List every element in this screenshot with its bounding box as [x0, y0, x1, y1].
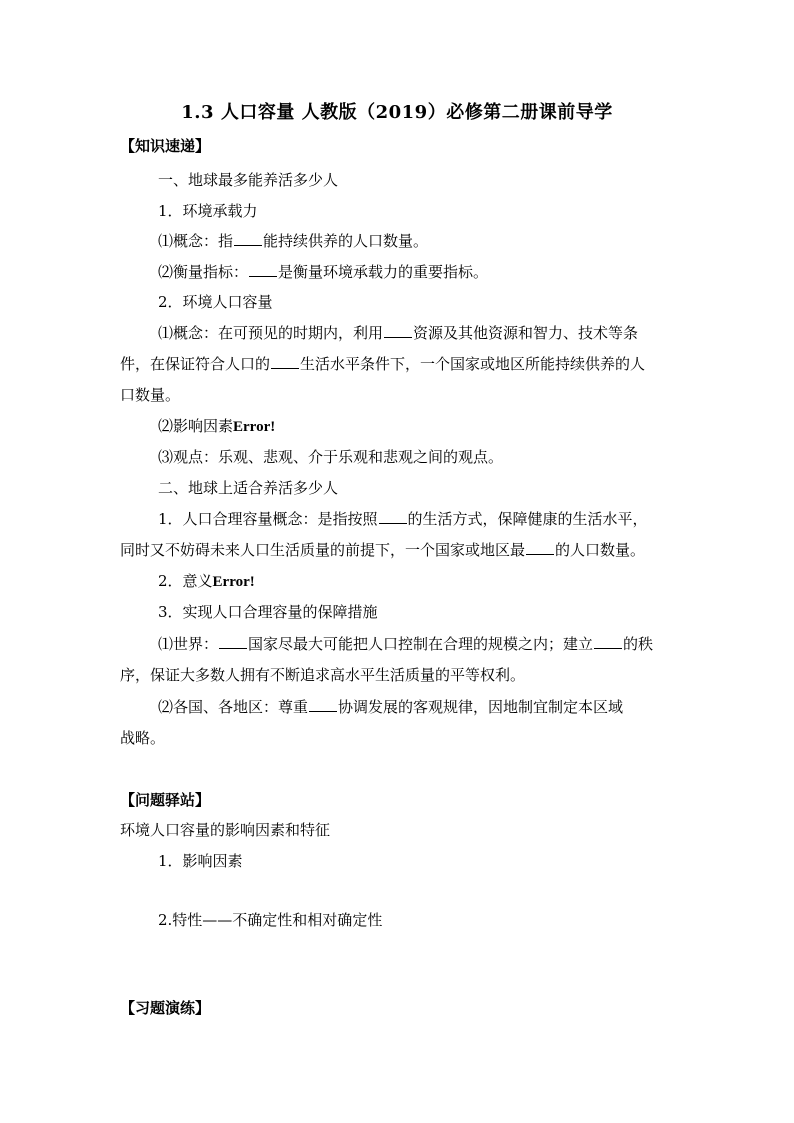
text-fragment: 同时又不妨碍未来人口生活质量的前提下，一个国家或地区最 [120, 541, 526, 559]
fill-blank[interactable] [526, 541, 554, 555]
item-env-capacity: 1．环境承载力 [158, 202, 258, 220]
text-fragment: ⑵各国、各地区：尊重 [158, 698, 309, 716]
text-fragment: ⑵影响因素 [158, 417, 234, 435]
section-knowledge-heading: 【知识速递】 [120, 137, 211, 155]
page-title: 1.3 人口容量 人教版（2019）必修第二册课前导学 [181, 102, 613, 123]
text-fragment: 国家尽最大可能把人口控制在合理的规模之内；建立 [248, 635, 594, 653]
item-env-measure [158, 262, 488, 282]
text-fragment: 的秩 [623, 635, 654, 653]
text-fragment: 生活水平条件下，一个国家或地区所能持续供养的人 [300, 355, 646, 373]
fill-blank[interactable] [234, 232, 262, 246]
item-pop-concept-line1 [158, 323, 638, 343]
text-fragment: 的生活方式，保障健康的生活水平， [407, 510, 648, 528]
text-fragment: ⑴概念：在可预见的时期内，利用 [158, 324, 384, 342]
item-region-line1 [158, 697, 623, 717]
item-pop-concept-line3: 口数量。 [120, 386, 181, 404]
text-fragment: 资源及其他资源和智力、技术等条 [413, 324, 639, 342]
text-fragment: 1．人口合理容量概念：是指按照 [158, 510, 378, 528]
fill-blank[interactable] [271, 355, 299, 369]
item-pop-concept-line2 [120, 354, 645, 374]
item-pop-views: ⑶观点：乐观、悲观、介于乐观和悲观之间的观点。 [158, 448, 504, 466]
item-pop-factors [158, 416, 275, 437]
fill-blank[interactable] [219, 635, 247, 649]
heading-one: 一、地球最多能养活多少人 [158, 171, 339, 189]
question-item-one: 1．影响因素 [158, 852, 243, 870]
text-fragment: ⑵衡量指标： [158, 263, 249, 281]
fill-blank[interactable] [384, 324, 412, 338]
text-fragment: 件，在保证符合人口的 [120, 355, 271, 373]
error-field: Error! [233, 419, 276, 435]
text-fragment: ⑴世界： [158, 635, 219, 653]
heading-two: 二、地球上适合养活多少人 [158, 479, 339, 497]
item-world-line2: 序，保证大多数人拥有不断追求高水平生活质量的平等权利。 [120, 666, 526, 684]
text-fragment: ⑴概念：指 [158, 232, 234, 250]
item-pop-capacity: 2．环境人口容量 [158, 293, 273, 311]
fill-blank[interactable] [309, 698, 337, 712]
item-region-line2: 战略。 [120, 729, 166, 747]
question-item-two: 2.特性——不确定性和相对确定性 [158, 911, 383, 929]
text-fragment: 的人口数量。 [555, 541, 646, 559]
error-field: Error! [212, 574, 255, 590]
item-reasonable-concept-line1 [158, 509, 648, 529]
fill-blank[interactable] [249, 263, 277, 277]
text-fragment: 是衡量环境承载力的重要指标。 [278, 263, 489, 281]
section-questions-heading: 【问题驿站】 [120, 791, 211, 809]
text-fragment: 协调发展的客观规律，因地制宜制定本区域 [338, 698, 624, 716]
item-reasonable-concept-line2 [120, 540, 645, 560]
section-practice-heading: 【习题演练】 [120, 999, 211, 1017]
item-measures: 3．实现人口合理容量的保障措施 [158, 603, 378, 621]
item-env-concept [158, 231, 428, 251]
question-title: 环境人口容量的影响因素和特征 [120, 821, 331, 839]
text-fragment: 2．意义 [158, 572, 213, 590]
fill-blank[interactable] [594, 635, 622, 649]
item-world-line1 [158, 634, 653, 654]
item-significance [158, 571, 255, 592]
fill-blank[interactable] [379, 510, 407, 524]
text-fragment: 能持续供养的人口数量。 [263, 232, 429, 250]
